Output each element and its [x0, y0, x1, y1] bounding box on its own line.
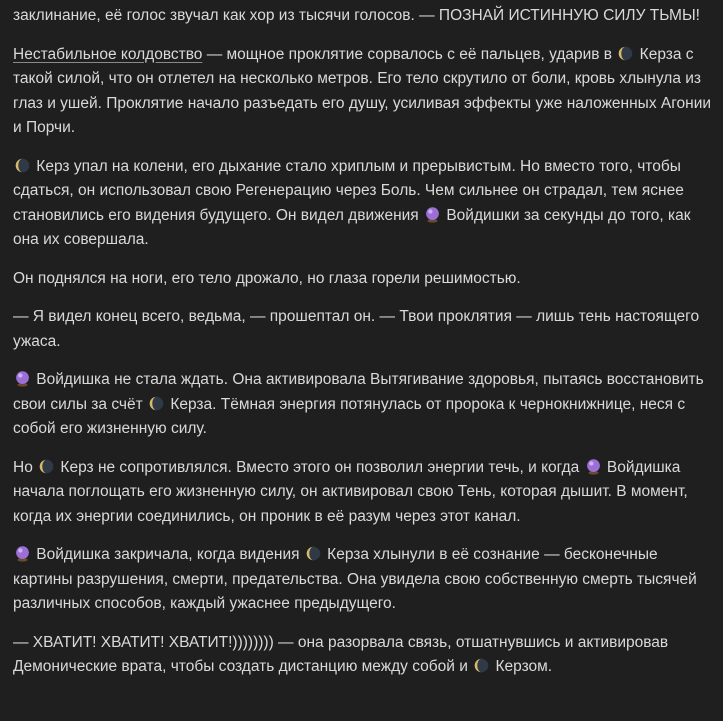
crystal-ball-icon: [14, 370, 31, 387]
crescent-moon-icon: [14, 157, 31, 174]
crescent-moon-icon: [617, 45, 634, 62]
paragraph-text: Но: [13, 458, 38, 476]
paragraph-text: Войдишка начала поглощать его жизненную силу, он активировал свою Тень, которая дышит. В момент, когда их энергии соединились, он проник в её разум через этот канал.: [13, 458, 688, 525]
paragraph-text: Керзом.: [491, 658, 553, 675]
paragraph-text: Керза. Тёмная энергия потянулась от пророка к чернокнижнице, неся с собой его жизненную силу.: [13, 395, 686, 437]
crystal-ball-icon: [14, 545, 31, 562]
paragraph-5: [13, 305, 713, 354]
crescent-moon-icon: [473, 657, 490, 674]
paragraph-8: [13, 543, 713, 617]
paragraph-text: — мощное проклятие сорвалось с её пальцев, ударив в: [202, 45, 617, 63]
crescent-moon-icon: [38, 458, 55, 475]
paragraph-7: [13, 456, 713, 530]
crystal-ball-icon: [585, 458, 602, 475]
crescent-moon-icon: [148, 395, 165, 412]
paragraph-text: Керза хлынули в её сознание — бесконечные картины разрушения, смерти, предательства. Она увидела свою собственную смерть тысячей различных способов, каждый ужаснее предыдущего.: [13, 546, 697, 612]
paragraph-text: Керз не сопротивлялся. Вместо этого он позволил энергии течь, и когда: [56, 458, 584, 476]
paragraph-text: Войдишка закричала, когда видения: [32, 546, 304, 563]
message-body: [13, 4, 713, 694]
paragraph-text: Керз упал на колени, его дыхание стало хриплым и прерывистым. Но вместо того, чтобы сдаться, он использовал свою Регенерацию через Боль. Чем сильнее он страдал, тем яснее становились его видения будущего. Он видел движения: [13, 157, 684, 224]
paragraph-text: — ХВАТИТ! ХВАТИТ! ХВАТИТ!)))))))) — она разорвала связь, отшатнувшись и активировав Демонические врата, чтобы создать дистанцию между собой и: [13, 633, 669, 675]
paragraph-9: [13, 631, 713, 680]
paragraph-text: заклинание, её голос звучал как хор из тысячи голосов. — ПОЗНАЙ ИСТИННУЮ СИЛУ ТЬМЫ!: [13, 7, 700, 24]
spell-link[interactable]: Нестабильное колдовство: [13, 45, 203, 63]
paragraph-text: Войдишка не стала ждать. Она активировала Вытягивание здоровья, пытаясь восстановить свои силы за счёт: [13, 371, 704, 413]
paragraph-text: Он поднялся на ноги, его тело дрожало, но глаза горели решимостью.: [13, 269, 521, 287]
paragraph-text: Войдишки за секунды до того, как она их совершала.: [13, 206, 691, 248]
crescent-moon-icon: [305, 545, 322, 562]
paragraph-4: [13, 267, 713, 292]
paragraph-text: — Я видел конец всего, ведьма, — прошептал он. — Твои проклятия — лишь тень настоящего ужаса.: [13, 308, 700, 350]
paragraph-text: Керза с такой силой, что он отлетел на несколько метров. Его тело скрутило от боли, кровь хлынула из глаз и ушей. Проклятие начало разъедать его душу, усиливая эффекты уже наложенных Агонии и Порчи.: [13, 45, 712, 136]
paragraph-2: [13, 43, 713, 141]
paragraph-1: [13, 4, 713, 29]
paragraph-6: [13, 368, 713, 442]
crystal-ball-icon: [424, 206, 441, 223]
paragraph-3: [13, 155, 713, 253]
